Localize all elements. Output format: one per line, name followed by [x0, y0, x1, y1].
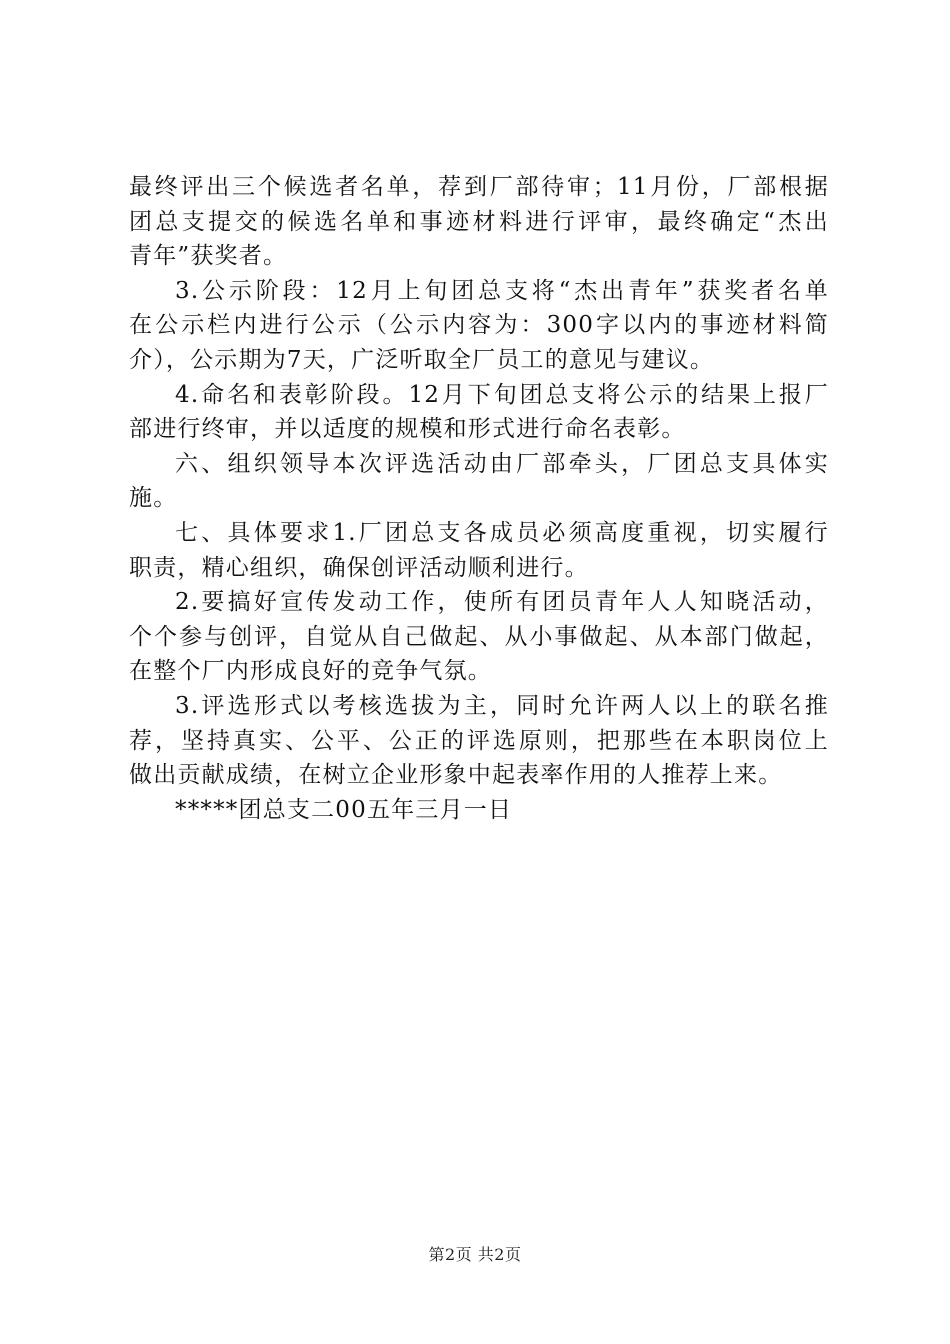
text-line: 个个参与创评，自觉从自己做起、从小事做起、从本部门做起， — [129, 623, 829, 650]
text-line: 介），公示期为7天，广泛听取全厂员工的意见与建议。 — [129, 346, 715, 373]
text-line: 团总支提交的候选名单和事迹材料进行评审，最终确定“杰出 — [129, 208, 829, 235]
document-body — [129, 170, 829, 827]
text-line: 七、具体要求1.厂团总支各成员必须高度重视，切实履行 — [175, 519, 829, 546]
text-line: 荐，坚持真实、公平、公正的评选原则，把那些在本职岗位上 — [129, 727, 829, 754]
text-line: 施。 — [129, 485, 178, 512]
signature-line: *****团总支二00五年三月一日 — [175, 796, 513, 823]
text-line: 部进行终审，并以适度的规模和形式进行命名表彰。 — [129, 416, 686, 443]
text-line: 在整个厂内形成良好的竞争气氛。 — [129, 658, 492, 685]
text-line: 3.公示阶段：12月上旬团总支将“杰出青年”获奖者名单 — [175, 277, 829, 304]
text-line: 最终评出三个候选者名单，荐到厂部待审；11月份，厂部根据 — [129, 174, 829, 200]
text-line: 职责，精心组织，确保创评活动顺利进行。 — [129, 554, 589, 581]
text-line: 做出贡献成绩，在树立企业形象中起表率作用的人推荐上来。 — [129, 762, 783, 789]
text-line: 4.命名和表彰阶段。12月下旬团总支将公示的结果上报厂 — [175, 381, 829, 408]
text-line: 在公示栏内进行公示（公示内容为：300字以内的事迹材料简 — [129, 312, 829, 339]
page-number-footer: 第2页 共2页 — [428, 1245, 522, 1264]
text-line: 青年”获奖者。 — [129, 243, 288, 270]
text-line: 3.评选形式以考核选拔为主，同时允许两人以上的联名推 — [175, 692, 829, 719]
text-line: 2.要搞好宣传发动工作，使所有团员青年人人知晓活动， — [175, 589, 829, 616]
text-line: 六、组织领导本次评选活动由厂部牵头，厂团总支具体实 — [175, 450, 829, 477]
